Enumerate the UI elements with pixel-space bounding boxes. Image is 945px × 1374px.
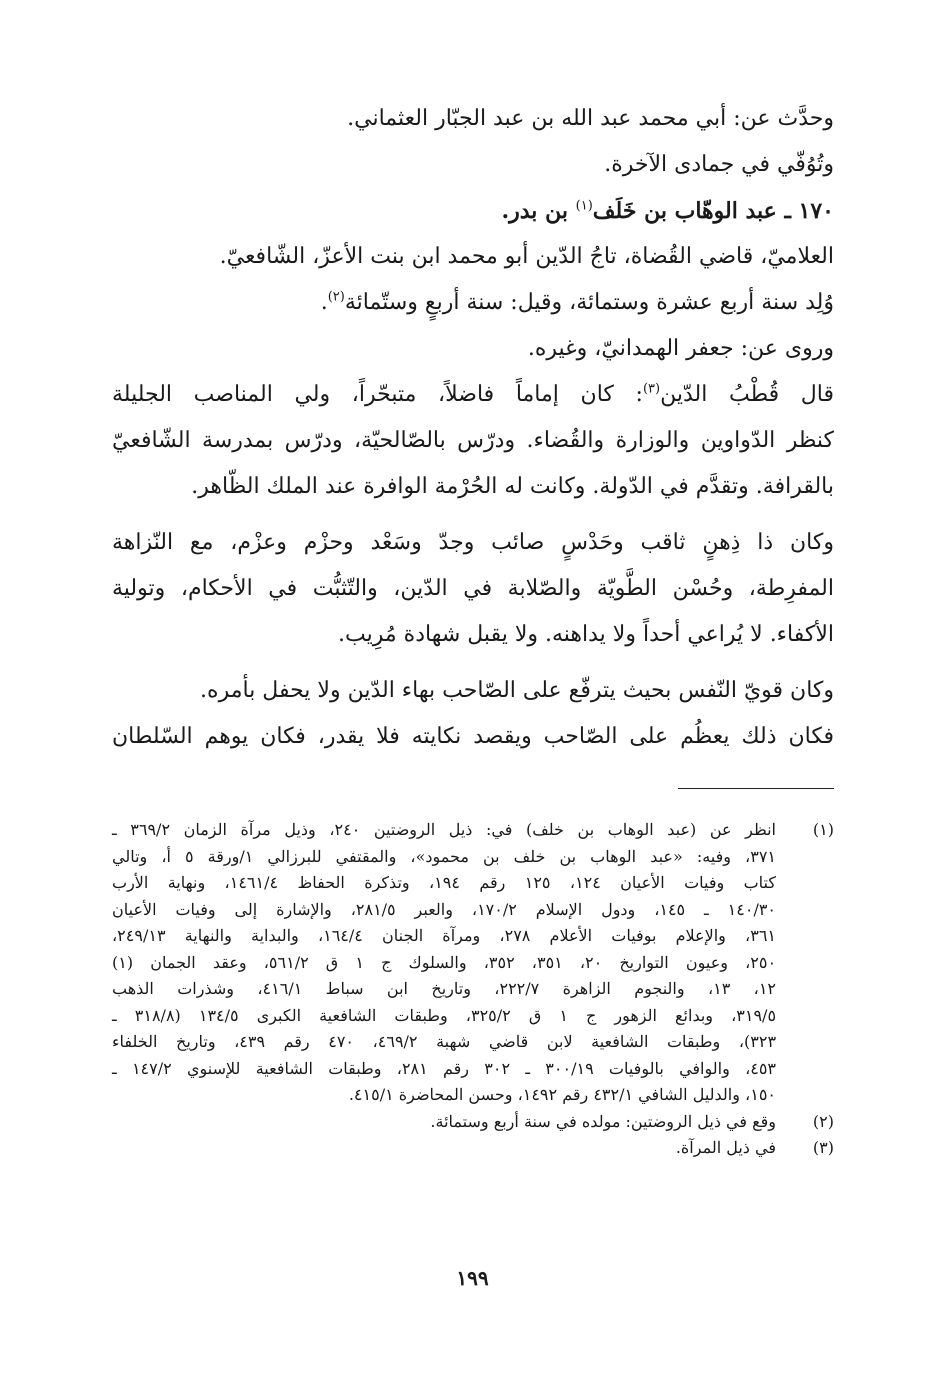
text-line: وكان ذا ذِهنٍ ثاقب وحَدْسٍ صائب وجدّ وسَعْد وحزْم وعزْم، مع النّزاهة [112, 530, 834, 555]
text-line: وكان قويّ النّفس بحيث يترفّع على الصّاحب بهاء الدّين ولا يحفل بأمره. [200, 678, 834, 703]
footnote-line: في ذيل المرآة. [675, 1138, 776, 1157]
footnote-number: (٣) [812, 1138, 834, 1157]
footnote-line: ٣٧١، وفيه: «عبد الوهاب بن خلف بن محمود»، والمقتفي للبرزالي ١/ورقة ٥ أ، وتالي [112, 846, 777, 866]
entry-heading-end: بن بدر. [501, 198, 576, 224]
period: . [320, 290, 328, 315]
footnote-ref: (٢) [327, 289, 345, 305]
footnote-line: ٣٢٣)، وطبقات الشافعية لابن قاضي شهبة ٤٦٩/٢، ٤٧٠ رقم ٤٣٩، وتاريخ الخلفاء [112, 1032, 777, 1051]
footnote-line: ١٤٠/٣٠ ـ ١٤٥، ودول الإسلام ١٧٠/٢، والعبر ٢٨١/٥، والإشارة إلى وفيات الأعيان [112, 899, 777, 919]
footnote-number: (٢) [812, 1111, 834, 1131]
text-line [112, 280, 834, 326]
text-line: وحدَّث عن: أبي محمد عبد الله بن عبد الجبّار العثماني. [347, 106, 834, 131]
footnote-number: (١) [812, 820, 834, 839]
entry-heading: ١٧٠ ـ عبد الوهّاب بن خَلَف [592, 198, 834, 224]
footnote-line: كتاب وفيات الأعيان ١٢٤، ١٢٥ رقم ١٩٤، وتذكرة الحفاظ ١٤٦١/٤، ونهاية الأرب [112, 873, 777, 892]
footnote-line: ١٥٠، والدليل الشافي ٤٣٢/١ رقم ١٤٩٢، وحسن المحاضرة ٤١٥/١. [348, 1085, 776, 1104]
footnote-line: ٢٥٠، وعيون التواريخ ٢٠، ٣٥١، ٣٥٢، والسلوك ج ١ ق ٥٦١/٢، وعقد الجمان (١) [112, 952, 777, 972]
footnote-1 [112, 817, 834, 1109]
page-number: ١٩٩ [456, 1266, 489, 1290]
footnote-ref: (٣) [642, 381, 661, 397]
text-line: فكان ذلك يعظُم على الصّاحب ويقصد نكايته فلا يقدر، فكان يوهم السّلطان [112, 724, 834, 749]
footnote-line: ٤٥٣، والوافي بالوفيات ٣٠٠/١٩ ـ ٣٠٢ رقم ٢٨١، وطبقات الشافعية للإسنوي ١٤٧/٢ ـ [112, 1058, 777, 1078]
entry-heading-line [112, 188, 834, 234]
quote-intro: قال قُطْبُ الدّين [660, 382, 834, 407]
footnote-ref: (١) [575, 198, 593, 214]
footnote-line: ١٢، ١٣، والنجوم الزاهرة ٢٢٢/٧، وتاريخ ابن سباط ٤١٦/١، وشذرات الذهب [112, 979, 777, 998]
footnote-line: انظر عن (عبد الوهاب بن خلف) في: ذيل الروضتين ٢٤٠، وذيل مرآة الزمان ٣٦٩/٢ ـ [112, 820, 777, 839]
footnote-3 [112, 1135, 834, 1162]
footnote-line: وقع في ذيل الروضتين: مولده في سنة أربع وستمائة. [430, 1111, 776, 1131]
text-line: وروى عن: جعفر الهمدانيّ، وغيره. [527, 336, 834, 361]
footnote-line: ٣١٩/٥، وبدائع الزهور ج ١ ق ٣٢٥/٢، وطبقات الشافعية الكبرى ١٣٤/٥ (٣١٨/٨ ـ [112, 1005, 777, 1025]
birth-text: وُلِد سنة أربع عشرة وستمائة، وقيل: سنة أربعٍ وستّمائة [344, 290, 834, 315]
text-line: كنظر الدّواوين والوزارة والقُضاء. ودرّس بالصّالحيّة، ودرّس بمدرسة الشّافعيّ [112, 428, 834, 453]
footnotes [112, 817, 834, 1162]
footnote-line: ٣٦١، والإعلام بوفيات الأعلام ٢٧٨، ومرآة الجنان ١٦٤/٤، والبداية والنهاية ٢٤٩/١٣، [112, 926, 777, 945]
main-text [112, 96, 834, 760]
text-line: المفرِطة، وحُسْن الطَّويّة والصّلابة في الدّين، والتّثبُّت في الأحكام، وتولية [112, 576, 834, 601]
text-line [112, 372, 834, 418]
text-line: الأكفاء. لا يُراعي أحداً ولا يداهنه. ولا يقبل شهادة مُرِيب. [338, 622, 834, 647]
footnote-divider [678, 788, 834, 789]
quote-text: : كان إماماً فاضلاً، متبحّراً، ولي المناصب الجليلة [112, 382, 643, 407]
text-line: وتُوُفّي في جمادى الآخرة. [604, 152, 834, 177]
text-line: العلاميّ، قاضي القُضاة، تاجُ الدّين أبو محمد ابن بنت الأعزّ، الشّافعيّ. [219, 244, 834, 269]
text-line: بالقرافة. وتقدَّم في الدّولة. وكانت له الحُرْمة الوافرة عند الملك الظّاهر. [191, 474, 834, 499]
footnote-2 [112, 1109, 834, 1136]
